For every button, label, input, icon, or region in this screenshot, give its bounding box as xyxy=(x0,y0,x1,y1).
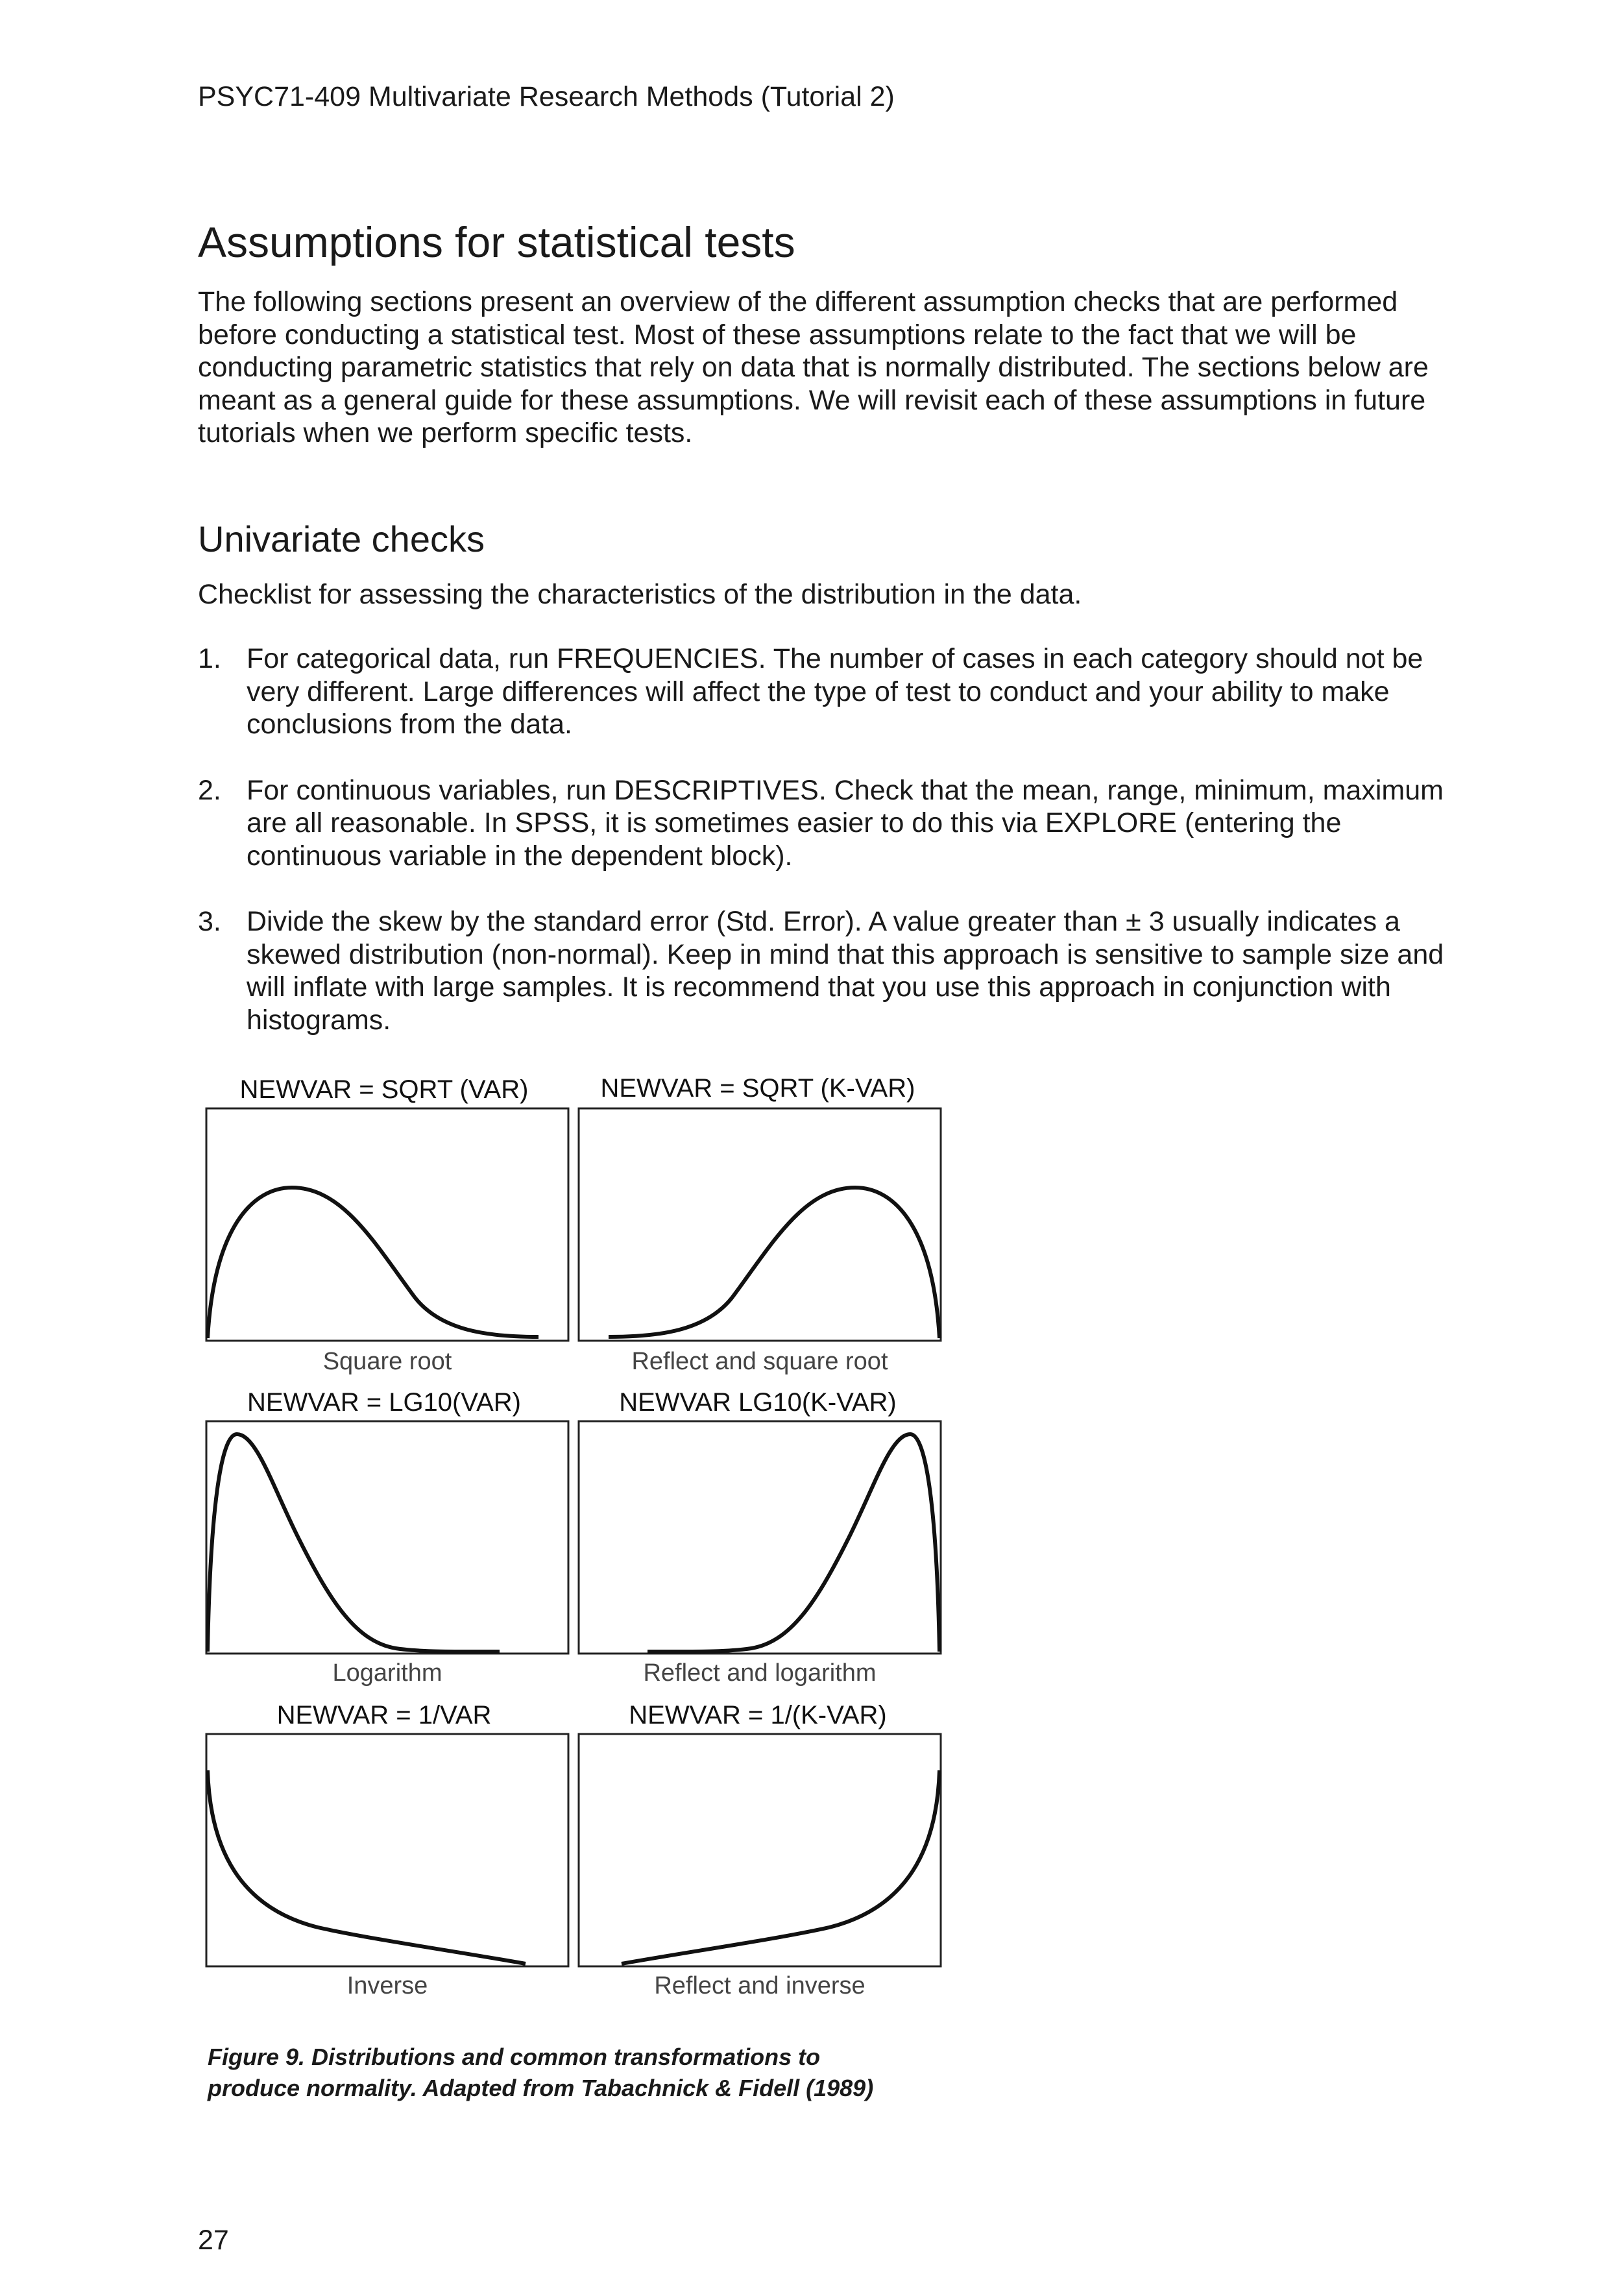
sqrt-curve xyxy=(208,1188,539,1338)
list-text: For categorical data, run FREQUENCIES. The number of cases in each category should not be very different. Large differences will affect the type of test to conduct and your ability to make conclusions from the data. xyxy=(247,643,1423,740)
running-header: PSYC71-409 Multivariate Research Methods (Tutorial 2) xyxy=(198,81,895,112)
formula-reflect-sqrt: NEWVAR = SQRT (K-VAR) xyxy=(600,1074,915,1103)
list-item xyxy=(198,774,1463,873)
list-item xyxy=(198,642,1463,741)
panel-frame xyxy=(579,1108,941,1341)
list-item xyxy=(198,905,1463,1036)
checklist xyxy=(198,642,1463,1069)
formula-reflect-inverse: NEWVAR = 1/(K-VAR) xyxy=(629,1701,887,1729)
reflect-sqrt-curve xyxy=(609,1188,939,1338)
label-inverse: Inverse xyxy=(346,1972,428,1999)
page-number: 27 xyxy=(198,2225,229,2256)
caption-line-1: Figure 9. Distributions and common transformations to xyxy=(208,2044,821,2070)
subsection-title: Univariate checks xyxy=(198,519,485,559)
list-text: Divide the skew by the standard error (Std. Error). A value greater than ± 3 usually indicates a skewed distribution (non-normal). Keep in mind that this approach is sensitive to sample size and will inflate with large samples. It is recommend that you use this approach in conjunction with histograms. xyxy=(247,906,1444,1036)
figure-caption xyxy=(208,2042,873,2104)
reflect-inverse-curve xyxy=(622,1770,939,1964)
reflect-log-curve xyxy=(648,1434,939,1652)
inverse-curve xyxy=(208,1770,526,1964)
panel-frame xyxy=(206,1108,568,1341)
formula-reflect-log: NEWVAR LG10(K-VAR) xyxy=(619,1388,897,1417)
list-text: For continuous variables, run DESCRIPTIVES. Check that the mean, range, minimum, maximum are all reasonable. In SPSS, it is sometimes easier to do this via EXPLORE (entering the continuous variable in the dependent block). xyxy=(247,774,1444,872)
list-number: 2. xyxy=(198,774,221,806)
formula-log: NEWVAR = LG10(VAR) xyxy=(247,1388,521,1417)
label-reflect-inverse: Reflect and inverse xyxy=(654,1972,865,1999)
label-reflect-square-root: Reflect and square root xyxy=(631,1348,888,1375)
section-title: Assumptions for statistical tests xyxy=(198,218,795,266)
label-square-root: Square root xyxy=(322,1348,452,1375)
list-number: 1. xyxy=(198,643,221,674)
formula-sqrt: NEWVAR = SQRT (VAR) xyxy=(239,1075,529,1104)
label-reflect-logarithm: Reflect and logarithm xyxy=(643,1659,877,1687)
panel-frame xyxy=(206,1734,568,1966)
list-number: 3. xyxy=(198,906,221,937)
panel-frame xyxy=(579,1734,941,1966)
formula-inverse: NEWVAR = 1/VAR xyxy=(276,1701,492,1729)
transformations-figure xyxy=(201,1071,947,2012)
section-intro: The following sections present an overview of the different assumption checks that are performed before conducting a statistical test. Most of these assumptions relate to the fact that we will be conducting parametric statistics that rely on data that is normally distributed. The sections below are meant as a general guide for these assumptions. We will revisit each of these assumptions in future tutorials when we perform specific tests. xyxy=(198,286,1429,448)
caption-line-2: produce normality. Adapted from Tabachnick & Fidell (1989) xyxy=(208,2075,874,2101)
checklist-lead: Checklist for assessing the characteristics of the distribution in the data. xyxy=(198,579,1082,610)
log-curve xyxy=(208,1434,500,1652)
label-logarithm: Logarithm xyxy=(332,1659,442,1687)
